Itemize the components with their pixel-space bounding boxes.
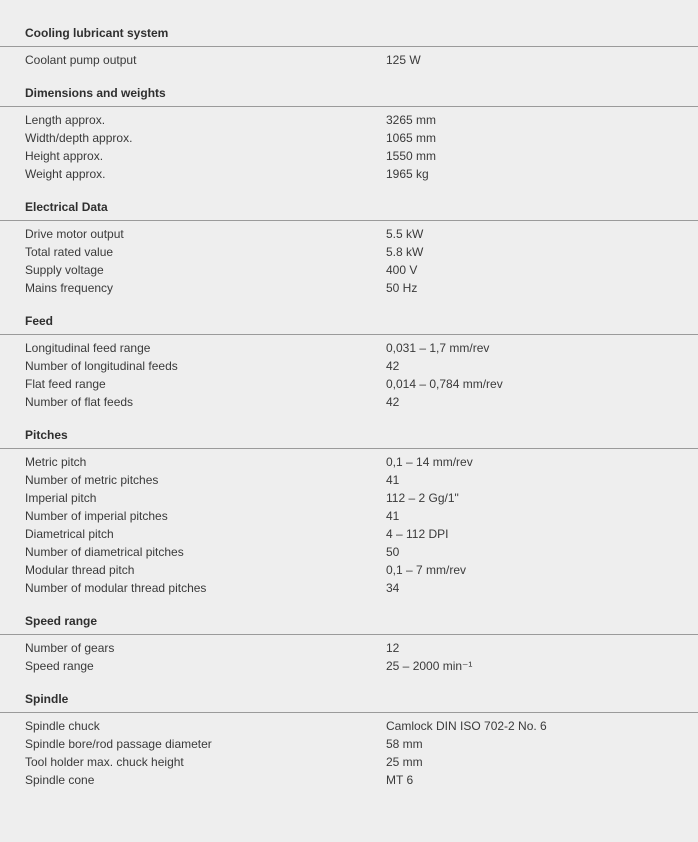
spec-row bbox=[0, 111, 698, 129]
spec-label: Tool holder max. chuck height bbox=[25, 755, 184, 769]
spec-label: Metric pitch bbox=[25, 455, 87, 469]
spec-value: 58 mm bbox=[386, 737, 423, 751]
spec-row bbox=[0, 261, 698, 279]
spec-row bbox=[0, 393, 698, 411]
spec-row bbox=[0, 507, 698, 525]
spec-row bbox=[0, 165, 698, 183]
spec-label: Number of metric pitches bbox=[25, 473, 159, 487]
spec-section bbox=[0, 691, 698, 789]
spec-value: 42 bbox=[386, 395, 400, 409]
spec-label: Mains frequency bbox=[25, 281, 114, 295]
spec-label: Number of diametrical pitches bbox=[25, 545, 184, 559]
spec-section bbox=[0, 25, 698, 69]
spec-label: Width/depth approx. bbox=[25, 131, 133, 145]
spec-value: 41 bbox=[386, 509, 400, 523]
spec-section bbox=[0, 199, 698, 297]
spec-row bbox=[0, 561, 698, 579]
section-title: Pitches bbox=[0, 427, 698, 449]
spec-value: 0,014 – 0,784 mm/rev bbox=[386, 377, 503, 391]
spec-label: Number of modular thread pitches bbox=[25, 581, 207, 595]
spec-label: Spindle cone bbox=[25, 773, 95, 787]
spec-label: Longitudinal feed range bbox=[25, 341, 151, 355]
section-title: Cooling lubricant system bbox=[0, 25, 698, 47]
spec-row bbox=[0, 279, 698, 297]
spec-row bbox=[0, 471, 698, 489]
spec-section bbox=[0, 85, 698, 183]
spec-row bbox=[0, 525, 698, 543]
spec-row bbox=[0, 453, 698, 471]
spec-value: 112 – 2 Gg/1" bbox=[386, 491, 459, 505]
spec-value: 125 W bbox=[386, 53, 421, 67]
spec-section bbox=[0, 313, 698, 411]
spec-row bbox=[0, 147, 698, 165]
spec-row bbox=[0, 579, 698, 597]
spec-label: Drive motor output bbox=[25, 227, 124, 241]
spec-value: 0,1 – 14 mm/rev bbox=[386, 455, 473, 469]
spec-value: 5.8 kW bbox=[386, 245, 424, 259]
spec-value: 1965 kg bbox=[386, 167, 429, 181]
spec-label: Diametrical pitch bbox=[25, 527, 114, 541]
spec-value: MT 6 bbox=[386, 773, 414, 787]
spec-row bbox=[0, 375, 698, 393]
spec-row bbox=[0, 357, 698, 375]
spec-row bbox=[0, 717, 698, 735]
spec-row bbox=[0, 753, 698, 771]
spec-value: 3265 mm bbox=[386, 113, 437, 127]
spec-label: Weight approx. bbox=[25, 167, 106, 181]
spec-label: Number of longitudinal feeds bbox=[25, 359, 178, 373]
spec-label: Spindle bore/rod passage diameter bbox=[25, 737, 212, 751]
spec-label: Flat feed range bbox=[25, 377, 106, 391]
spec-value: 1065 mm bbox=[386, 131, 437, 145]
spec-label: Supply voltage bbox=[25, 263, 104, 277]
spec-value: 42 bbox=[386, 359, 400, 373]
spec-row bbox=[0, 543, 698, 561]
section-title: Feed bbox=[0, 313, 698, 335]
spec-row bbox=[0, 657, 698, 675]
spec-label: Modular thread pitch bbox=[25, 563, 135, 577]
spec-row bbox=[0, 489, 698, 507]
spec-value: 41 bbox=[386, 473, 400, 487]
spec-label: Imperial pitch bbox=[25, 491, 97, 505]
spec-label: Number of gears bbox=[25, 641, 115, 655]
spec-label: Number of imperial pitches bbox=[25, 509, 168, 523]
spec-value: Camlock DIN ISO 702-2 No. 6 bbox=[386, 719, 547, 733]
spec-label: Length approx. bbox=[25, 113, 106, 127]
spec-row bbox=[0, 771, 698, 789]
spec-row bbox=[0, 243, 698, 261]
spec-label: Height approx. bbox=[25, 149, 104, 163]
spec-value: 1550 mm bbox=[386, 149, 437, 163]
spec-section bbox=[0, 613, 698, 675]
spec-label: Spindle chuck bbox=[25, 719, 100, 733]
spec-value: 12 bbox=[386, 641, 400, 655]
spec-row bbox=[0, 225, 698, 243]
spec-label: Total rated value bbox=[25, 245, 114, 259]
spec-row bbox=[0, 639, 698, 657]
section-title: Electrical Data bbox=[0, 199, 698, 221]
spec-value: 5.5 kW bbox=[386, 227, 424, 241]
spec-value: 50 bbox=[386, 545, 400, 559]
spec-row bbox=[0, 129, 698, 147]
spec-value: 34 bbox=[386, 581, 400, 595]
spec-label: Speed range bbox=[25, 659, 94, 673]
spec-value: 0,1 – 7 mm/rev bbox=[386, 563, 467, 577]
spec-label: Number of flat feeds bbox=[25, 395, 134, 409]
section-title: Spindle bbox=[0, 691, 698, 713]
spec-value: 4 – 112 DPI bbox=[386, 527, 449, 541]
section-title: Dimensions and weights bbox=[0, 85, 698, 107]
spec-value: 25 mm bbox=[386, 755, 423, 769]
spec-label: Coolant pump output bbox=[25, 53, 137, 67]
spec-value: 25 – 2000 min⁻¹ bbox=[386, 659, 473, 673]
section-title: Speed range bbox=[0, 613, 698, 635]
spec-section bbox=[0, 427, 698, 597]
spec-value: 50 Hz bbox=[386, 281, 418, 295]
spec-row bbox=[0, 51, 698, 69]
spec-value: 0,031 – 1,7 mm/rev bbox=[386, 341, 490, 355]
spec-row bbox=[0, 735, 698, 753]
spec-row bbox=[0, 339, 698, 357]
spec-value: 400 V bbox=[386, 263, 418, 277]
